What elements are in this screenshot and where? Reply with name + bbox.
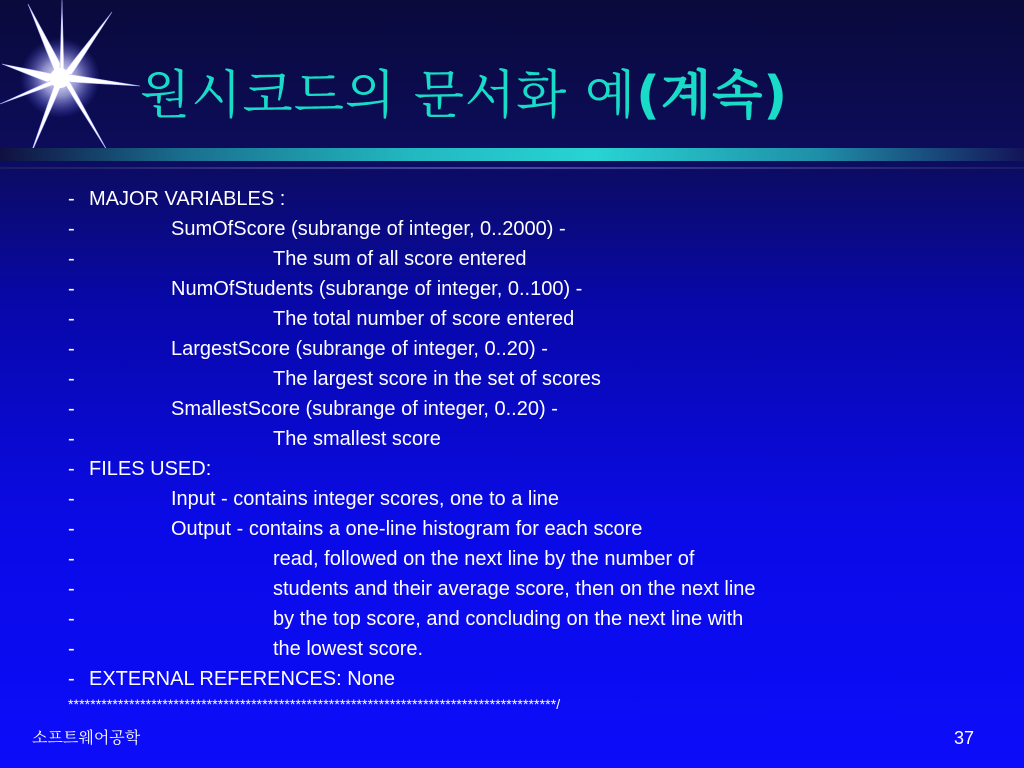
line-dash: - — [68, 578, 75, 600]
line-dash: - — [68, 608, 75, 630]
line-smallestscore — [68, 394, 1008, 424]
line-dash: - — [68, 248, 75, 270]
line-major-variables — [68, 184, 1008, 214]
line-files-used — [68, 454, 1008, 484]
line-text: FILES USED: — [89, 458, 212, 480]
line-input — [68, 484, 1008, 514]
line-dash: - — [68, 218, 75, 240]
line-text: The total number of score entered — [273, 308, 575, 330]
line-text: SumOfScore (subrange of integer, 0..2000) - — [171, 218, 566, 240]
code-comment-body — [68, 184, 1008, 694]
line-numofstudents — [68, 274, 1008, 304]
line-largestscore-desc — [68, 364, 1008, 394]
starburst-icon — [0, 0, 150, 160]
line-dash: - — [68, 188, 75, 210]
line-sumofscore — [68, 214, 1008, 244]
line-text: SmallestScore (subrange of integer, 0..20) - — [171, 398, 558, 420]
comment-closing-line: ****************************************************************************************/ — [68, 696, 561, 712]
line-dash: - — [68, 548, 75, 570]
line-text: MAJOR VARIABLES : — [89, 188, 286, 210]
line-text: Input - contains integer scores, one to a line — [171, 488, 560, 510]
line-dash: - — [68, 668, 75, 690]
line-dash: - — [68, 308, 75, 330]
line-text: EXTERNAL REFERENCES: None — [89, 668, 396, 690]
line-text: NumOfStudents (subrange of integer, 0..100) - — [171, 278, 583, 300]
line-text: The smallest score — [273, 428, 441, 450]
line-largestscore — [68, 334, 1008, 364]
line-text: students and their average score, then on the next line — [273, 578, 756, 600]
slide-title-paren: (계속) — [636, 66, 789, 126]
line-text: the lowest score. — [273, 638, 424, 660]
line-text: LargestScore (subrange of integer, 0..20) - — [171, 338, 548, 360]
line-dash: - — [68, 458, 75, 480]
line-dash: - — [68, 338, 75, 360]
line-dash: - — [68, 398, 75, 420]
line-smallestscore-desc — [68, 424, 1008, 454]
line-dash: - — [68, 428, 75, 450]
slide-title-main: 원시코드의 문서화 예 — [140, 66, 637, 126]
line-dash: - — [68, 638, 75, 660]
line-output-desc-1 — [68, 544, 1008, 574]
line-sumofscore-desc — [68, 244, 1008, 274]
line-text: The sum of all score entered — [273, 248, 527, 270]
line-output-desc-4 — [68, 634, 1008, 664]
line-text: read, followed on the next line by the number of — [273, 548, 695, 570]
line-dash: - — [68, 518, 75, 540]
line-dash: - — [68, 488, 75, 510]
line-text: by the top score, and concluding on the next line with — [273, 608, 744, 630]
line-output-desc-2 — [68, 574, 1008, 604]
slide-title — [140, 60, 788, 132]
line-external-references — [68, 664, 1008, 694]
line-dash: - — [68, 368, 75, 390]
line-text: The largest score in the set of scores — [273, 368, 601, 390]
title-divider-thin — [0, 167, 1024, 169]
line-text: Output - contains a one-line histogram for each score — [171, 518, 643, 540]
page-number: 37 — [953, 728, 974, 748]
footer-course-name: 소프트웨어공학 — [32, 728, 141, 747]
line-output-desc-3 — [68, 604, 1008, 634]
line-output — [68, 514, 1008, 544]
title-divider — [0, 148, 1024, 161]
line-numofstudents-desc — [68, 304, 1008, 334]
line-dash: - — [68, 278, 75, 300]
